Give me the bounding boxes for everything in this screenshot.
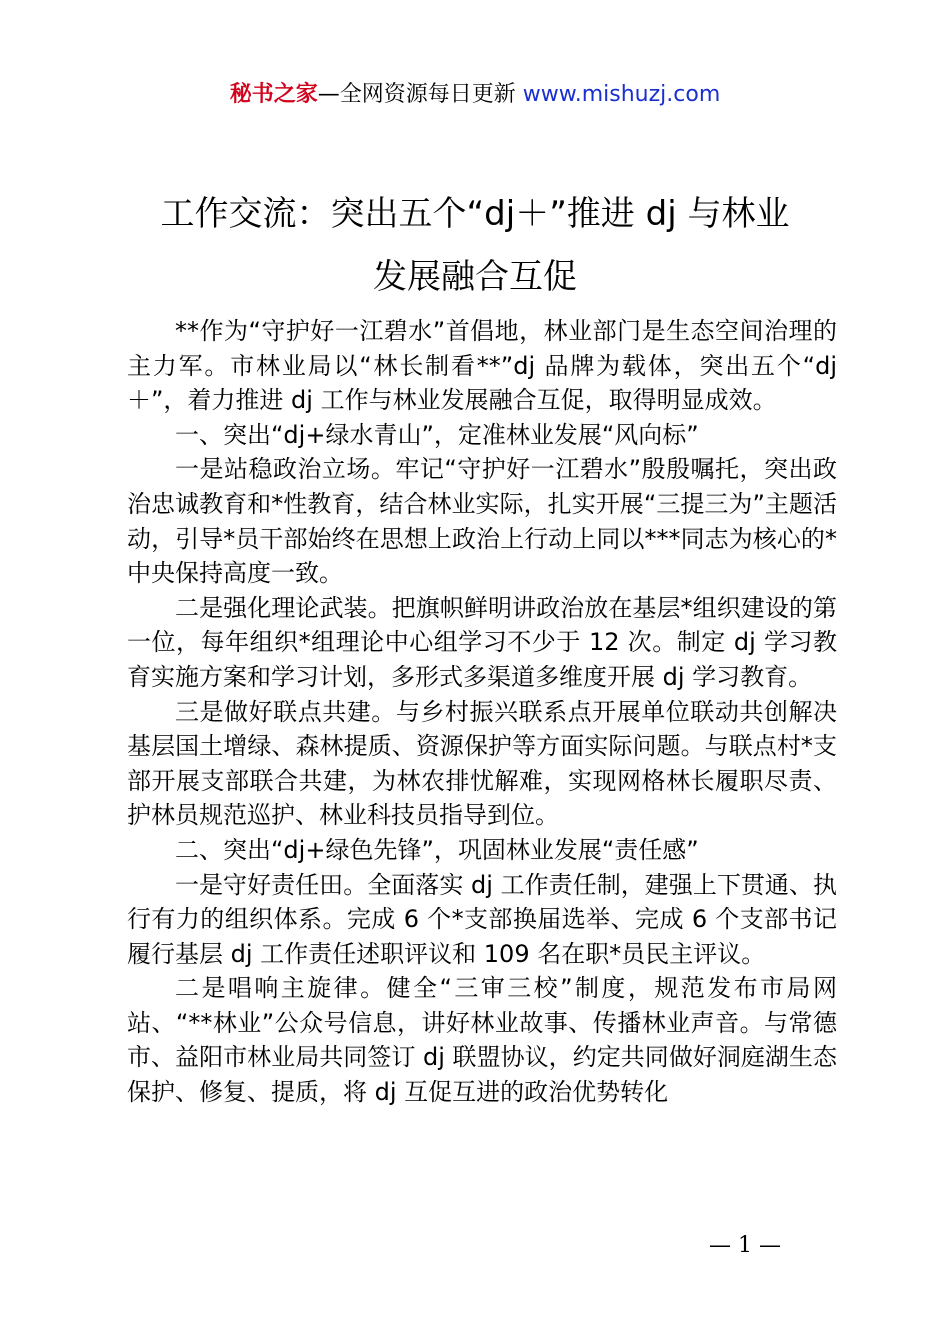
paragraph: 二是唱响主旋律。健全“三审三校”制度，规范发布市局网站、“**林业”公众号信息，讲好林业故事、传播林业声音。与常德市、益阳市林业局共同签订 dj 联盟协议，约定共同做好洞庭湖生态保护、修复、提质，将 dj 互促互进的政治优势转化 bbox=[127, 974, 837, 1107]
site-url-link[interactable]: www.mishuzj.com bbox=[522, 82, 721, 107]
document-body bbox=[127, 314, 837, 1110]
site-brand: 秘书之家 bbox=[229, 82, 318, 107]
header-dash: — bbox=[317, 82, 340, 107]
paragraph-intro: **作为“守护好一江碧水”首倡地，林业部门是生态空间治理的主力军。市林业局以“林长制看**”dj 品牌为载体，突出五个“dj＋”，着力推进 dj 工作与林业发展融合互促，取得明显成效。 bbox=[127, 317, 837, 415]
section-heading-1: 一、突出“dj+绿水青山”，定准林业发展“风向标” bbox=[175, 420, 699, 449]
paragraph: 一是站稳政治立场。牢记“守护好一江碧水”殷殷嘱托，突出政治忠诚教育和*性教育，结合林业实际，扎实开展“三提三为”主题活动，引导*员干部始终在思想上政治上行动上同以***同志为核心的*中央保持高度一致。 bbox=[127, 455, 837, 588]
header-tagline: 全网资源每日更新 bbox=[339, 82, 516, 107]
paragraph: 三是做好联点共建。与乡村振兴联系点开展单位联动共创解决基层国土增绿、森林提质、资源保护等方面实际问题。与联点村*支部开展支部联合共建，为林农排忧解难，实现网格林长履职尽责、护林员规范巡护、林业科技员指导到位。 bbox=[127, 697, 837, 830]
page-number: — 1 — bbox=[709, 1233, 781, 1258]
paragraph: 二是强化理论武装。把旗帜鲜明讲政治放在基层*组织建设的第一位，每年组织*组理论中心组学习不少于 12 次。制定 dj 学习教育实施方案和学习计划，多形式多渠道多维度开展 dj 学习教育。 bbox=[127, 593, 837, 691]
paragraph: 一是守好责任田。全面落实 dj 工作责任制，建强上下贯通、执行有力的组织体系。完成 6 个*支部换届选举、完成 6 个支部书记履行基层 dj 工作责任述职评议和 109 名在职*员民主评议。 bbox=[127, 870, 837, 968]
site-header bbox=[0, 80, 950, 110]
document-title-line1: 工作交流：突出五个“dj＋”推进 dj 与林业 bbox=[160, 194, 790, 234]
section-heading-2: 二、突出“dj+绿色先锋”，巩固林业发展“责任感” bbox=[175, 835, 699, 864]
document-title-line2: 发展融合互促 bbox=[373, 257, 577, 297]
